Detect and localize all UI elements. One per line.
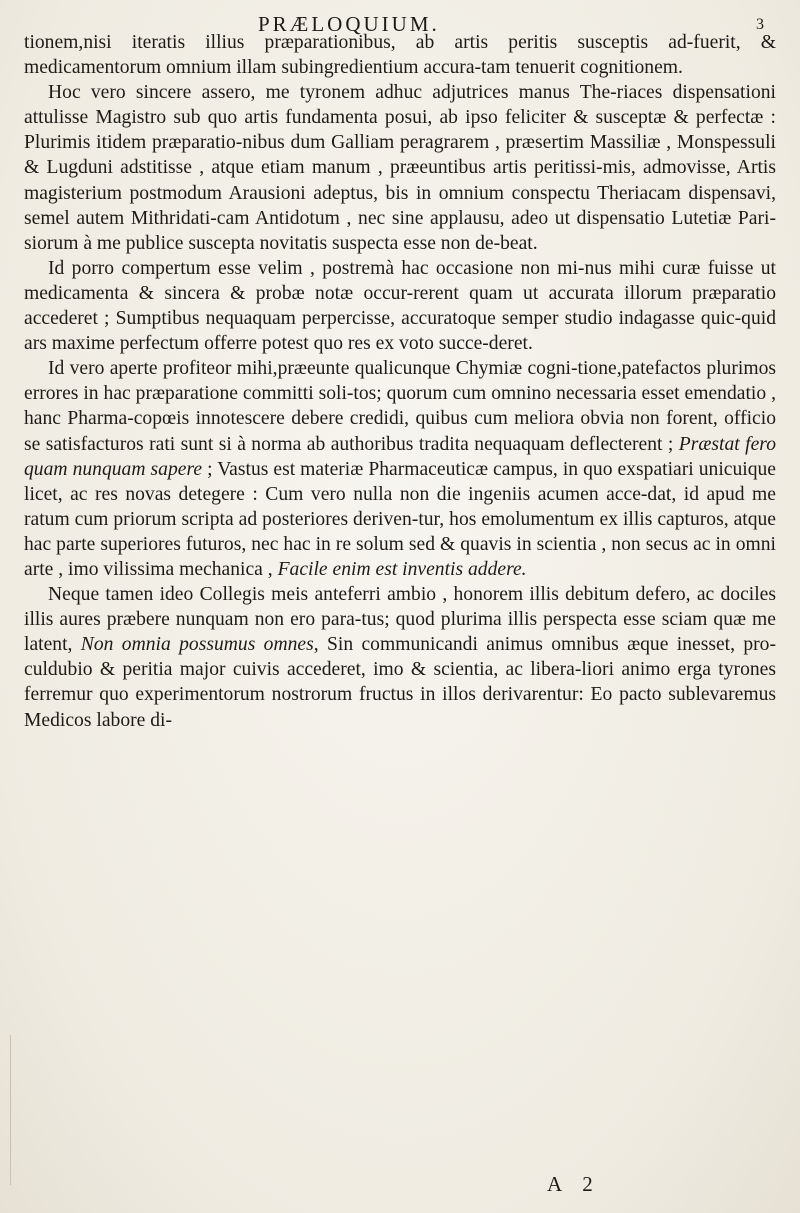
paragraph-text: ; Vastus est materiæ Pharmaceuticæ campus, in quo exspatiari unicuique licet, ac res novas detegere : Cum vero nulla non die ingeniis acumen acce-dat, id apud me ratum cum priorum scripta ad posteriores deriven-tur, hos emolumentum ex illis capturos, atque hac parte superiores futuros, nec hac in re solum sed & quavis in scientia , non secus ac in omni arte , imo vilissima mechanica , [24,458,776,580]
italic-quote: Facile enim est inventis addere. [277,558,527,580]
paragraph [24,80,776,256]
paragraph-text: Id vero aperte profiteor mihi,præeunte qualicunque Chymiæ cogni-tione,patefactos plurimos errores in hac præparatione committi soli-tos; quorum cum omnino necessaria esset emendatio , hanc Pharma-copœis innotescere debere credidi, quibus cum meliora obvia non forent, officio se satisfacturos rati sunt si à norma ab authoribus tradita nequaquam deflecterent ; [24,358,776,455]
paragraph-text: tionem,nisi iteratis illius præparationibus, ab artis peritis susceptis ad-fuerit, & medicamentorum omnium illam subingredientium accura-tam tenuerit cognitionem. [24,32,776,79]
paragraph-text: Hoc vero sincere assero, me tyronem adhuc adjutrices manus The-riaces dispensationi attulisse Magistro sub quo artis fundamenta posui, ab ipso feliciter & susceptæ & perfectæ : Plurimis itidem præparatio-nibus dum Galliam peragrarem , præsertim Massiliæ , Monspessuli & Lugduni adstitisse , atque etiam manum , præeuntibus artis peritissi-mis, admovisse, Artis magisterium postmodum Arausioni adeptus, bis in omnium conspectu Theriacam dispensavi, semel autem Mithridati-cam Antidotum , nec sine applausu, adeo ut dispensatio Lutetiæ Pari-siorum à me publice suscepta novitatis suspecta esse non de-beat. [24,82,776,254]
paragraph [24,256,776,356]
running-title: PRÆLOQUIUM. [258,12,440,36]
signature-mark: A 2 [547,1172,601,1196]
paragraph [24,30,776,80]
paragraph [24,356,776,582]
italic-quote: Præstat fero quam nunquam sapere [24,433,776,480]
body-text [24,30,776,733]
page-number: 3 [756,16,764,33]
paragraph [24,582,776,733]
italic-quote: Non omnia possumus omnes [80,634,314,656]
page-edge-mark [10,1035,11,1185]
paragraph-text: , Sin communicandi animus omnibus æque inesset, pro-culdubio & peritia major cuivis accederet, imo & scientia, ac libera-liori animo erga tyrones ferremur quo experimentorum nostrorum fructus in illos derivarentur: Eo pacto sublevaremus Medicos labore di- [24,634,776,731]
paragraph-text: Id porro compertum esse velim , postremà hac occasione non mi-nus mihi curæ fuisse ut medicamenta & sincera & probæ notæ occur-rerent quam ut accurata illorum præparatio accederet ; Sumptibus nequaquam perpercisse, accuratoque semper studio indagasse quic-quid ars maxime perfectum offerre potest quo res ex voto succe-deret. [24,257,776,355]
page-footer [0,1172,800,1198]
paragraph-text: Neque tamen ideo Collegis meis anteferri ambio , honorem illis debitum defero, ac dociles illis aures præbere nunquam non ero para-tus; quod plurima illis perspecta esse sciam quæ me latent, [24,584,776,656]
